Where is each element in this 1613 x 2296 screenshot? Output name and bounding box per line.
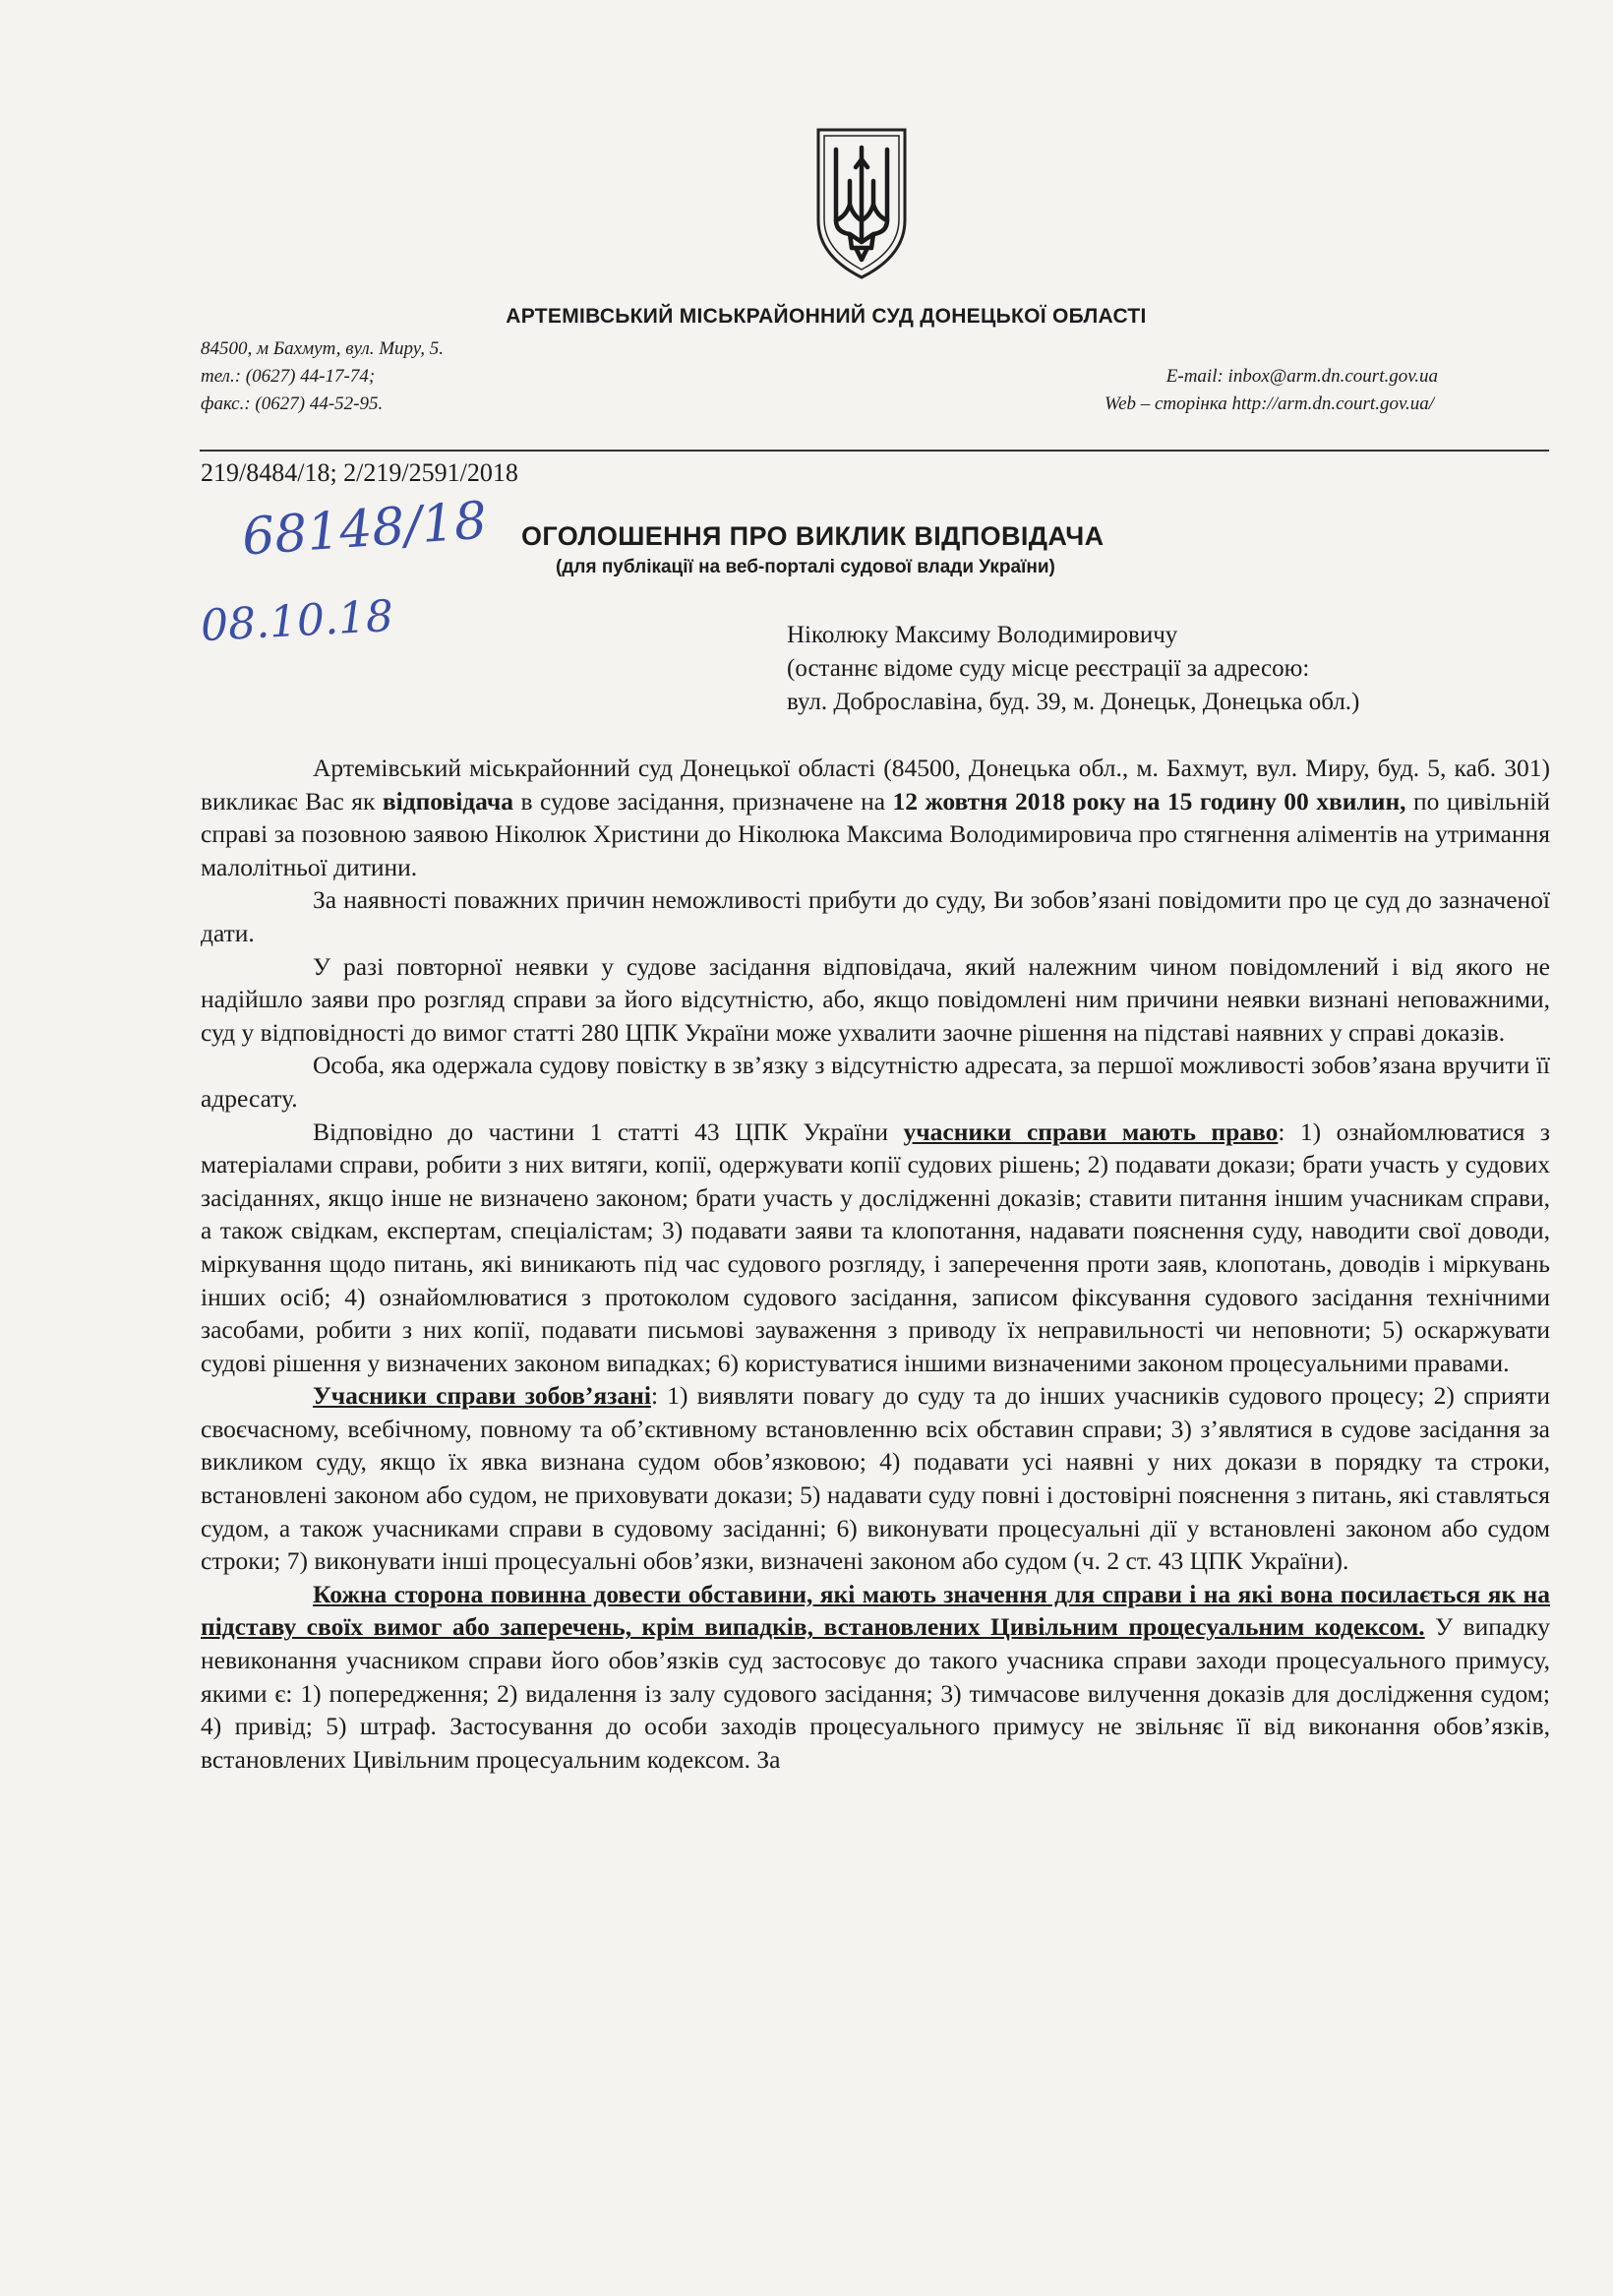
coat-of-arms-emblem: [812, 126, 911, 281]
court-phone: тел.: (0627) 44-17-74;: [201, 366, 376, 387]
duties-list: : 1) виявляти повагу до суду та до інших учасників судового процесу; 2) сприяти своєчасному, всебічному, повному та об’єктивному встановленню всіх обставин справи; 3) з’являтися в судове засідання за викликом суду, якщо їх явка визнана судом обов’язковою; 4) подавати усі наявні у них докази в порядку та строки, встановлені законом або судом, не приховувати докази; 5) надавати суду повні і достовірні пояснення з питань, які ставляться судом, а також учасниками справи в судовому засіданні; 6) виконувати процесуальні дії у встановлені законом або судом строки; 7) виконувати інші процесуальні обов’язки, визначені законом або судом (ч. 2 ст. 43 ЦПК України).: [201, 1381, 1550, 1576]
summons-text: Артемівський міськрайонний суд Донецької області (84500, Донецька обл., м. Бахмут, вул. Миру, буд. 5, каб. 301) викликає Вас як: [201, 754, 1550, 816]
rights-intro: Відповідно до частини 1 статті 43 ЦПК України: [313, 1117, 904, 1146]
addressee-address-line-1: (останнє відоме суду місце реєстрації за адресою:: [787, 655, 1310, 682]
addressee-address-line-2: вул. Доброславіна, буд. 39, м. Донецьк, Донецька обл.): [787, 689, 1360, 715]
paragraph-summons-delivery: Особа, яка одержала судову повістку в зв’язку з відсутністю адресата, за першої можливості зобов’язана вручити її адресату.: [201, 1051, 1550, 1113]
paragraph-duties: [201, 1379, 1550, 1578]
addressee-name: Ніколюку Максиму Володимировичу: [787, 622, 1178, 648]
burden-of-proof-statement: Кожна сторона повинна довести обставини, які мають значення для справи і на які вона посилається як на підставу своїх вимог або заперечень, крім випадків, встановлених Цивільним процесуальним кодексом.: [201, 1579, 1550, 1642]
court-email: E-mail: inbox@arm.dn.court.gov.ua: [1165, 366, 1438, 387]
paragraph-default-judgment: У разі повторної неявки у судове засідання відповідача, який належним чином повідомлений і від якого не надійшло заяви про розгляд справи за його відсутністю, або, якщо повідомлені ним причини неявки визнані неповажними, суд у відповідності до вимог статті 280 ЦПК України може ухвалити заочне рішення на підставі наявних у справі доказів.: [201, 951, 1550, 1047]
paragraph-rights: [201, 1116, 1550, 1380]
handwritten-registration-number: 68148/18: [240, 491, 489, 568]
paragraph-notify: За наявності поважних причин неможливості прибути до суду, Ви зобов’язані повідомити про це суд до зазначеної дати.: [201, 885, 1550, 947]
coercion-measures-text: У випадку невиконання учасником справи його обов’язків суд застосовує до такого учасника справи заходи процесуального примусу, якими є: 1) попередження; 2) видалення із залу судового засідання; 3) тимчасове вилучення доказів для дослідження судом; 4) привід; 5) штраф. Застосування до особи заходів процесуального примусу не звільняє її від виконання обов’язків, встановлених Цивільним процесуальним кодексом. За: [201, 1612, 1550, 1774]
court-address: 84500, м Бахмут, вул. Миру, 5.: [201, 338, 445, 359]
role-defendant: відповідача: [382, 786, 514, 816]
summons-text-3: по цивільній справі за позовною заявою Ніколюк Христини до Ніколюка Максима Володимировича про стягнення аліментів на утримання малолітньої дитини.: [201, 786, 1550, 881]
rights-list: : 1) ознайомлюватися з матеріалами справи, робити з них витяги, копії, одержувати копії судових рішень; 2) подавати докази; брати участь у судових засіданнях, якщо інше не визначено законом; брати участь у дослідженні доказів; ставити питання іншим учасникам справи, а також свідкам, експертам, спеціалістам; 3) подавати заяви та клопотання, надавати пояснення суду, наводити свої доводи, міркування щодо питань, які виникають під час судового розгляду, і заперечення проти заяв, клопотань, доводів і міркувань інших осіб; 4) ознайомлюватися з протоколом судового засідання, записом фіксування судового засідання технічними засобами, робити з них копії, подавати письмові зауваження з приводу їх неправильності чи неповноти; 5) оскаржувати судові рішення у визначених законом випадках; 6) користуватися іншими визначеними законом процесуальними правами.: [201, 1117, 1550, 1377]
rights-heading: учасники справи мають право: [903, 1117, 1279, 1146]
handwritten-date: 08.10.18: [199, 590, 395, 652]
duties-heading: Учасники справи зобов’язані: [313, 1381, 651, 1411]
case-number: 219/8484/18; 2/219/2591/2018: [201, 458, 518, 487]
court-name: АРТЕМІВСЬКИЙ МІСЬКРАЙОННИЙ СУД ДОНЕЦЬКОЇ ОБЛАСТІ: [506, 305, 1147, 328]
paragraph-summons: [201, 752, 1550, 883]
summons-text-2: в судове засідання, призначене на: [513, 786, 893, 816]
hearing-datetime: 12 жовтня 2018 року на 15 годину 00 хвилин,: [892, 786, 1406, 816]
court-fax: факс.: (0627) 44-52-95.: [201, 393, 384, 414]
paragraph-burden-of-proof: [201, 1578, 1550, 1777]
notice-body: [201, 752, 1550, 1776]
notice-title: ОГОЛОШЕННЯ ПРО ВИКЛИК ВІДПОВІДАЧА: [521, 521, 1105, 551]
notice-subtitle: (для публікації на веб-порталі судової влади України): [556, 557, 1055, 577]
header-divider: [200, 450, 1549, 452]
court-website: Web – сторінка http://arm.dn.court.gov.ua/: [1104, 393, 1434, 414]
